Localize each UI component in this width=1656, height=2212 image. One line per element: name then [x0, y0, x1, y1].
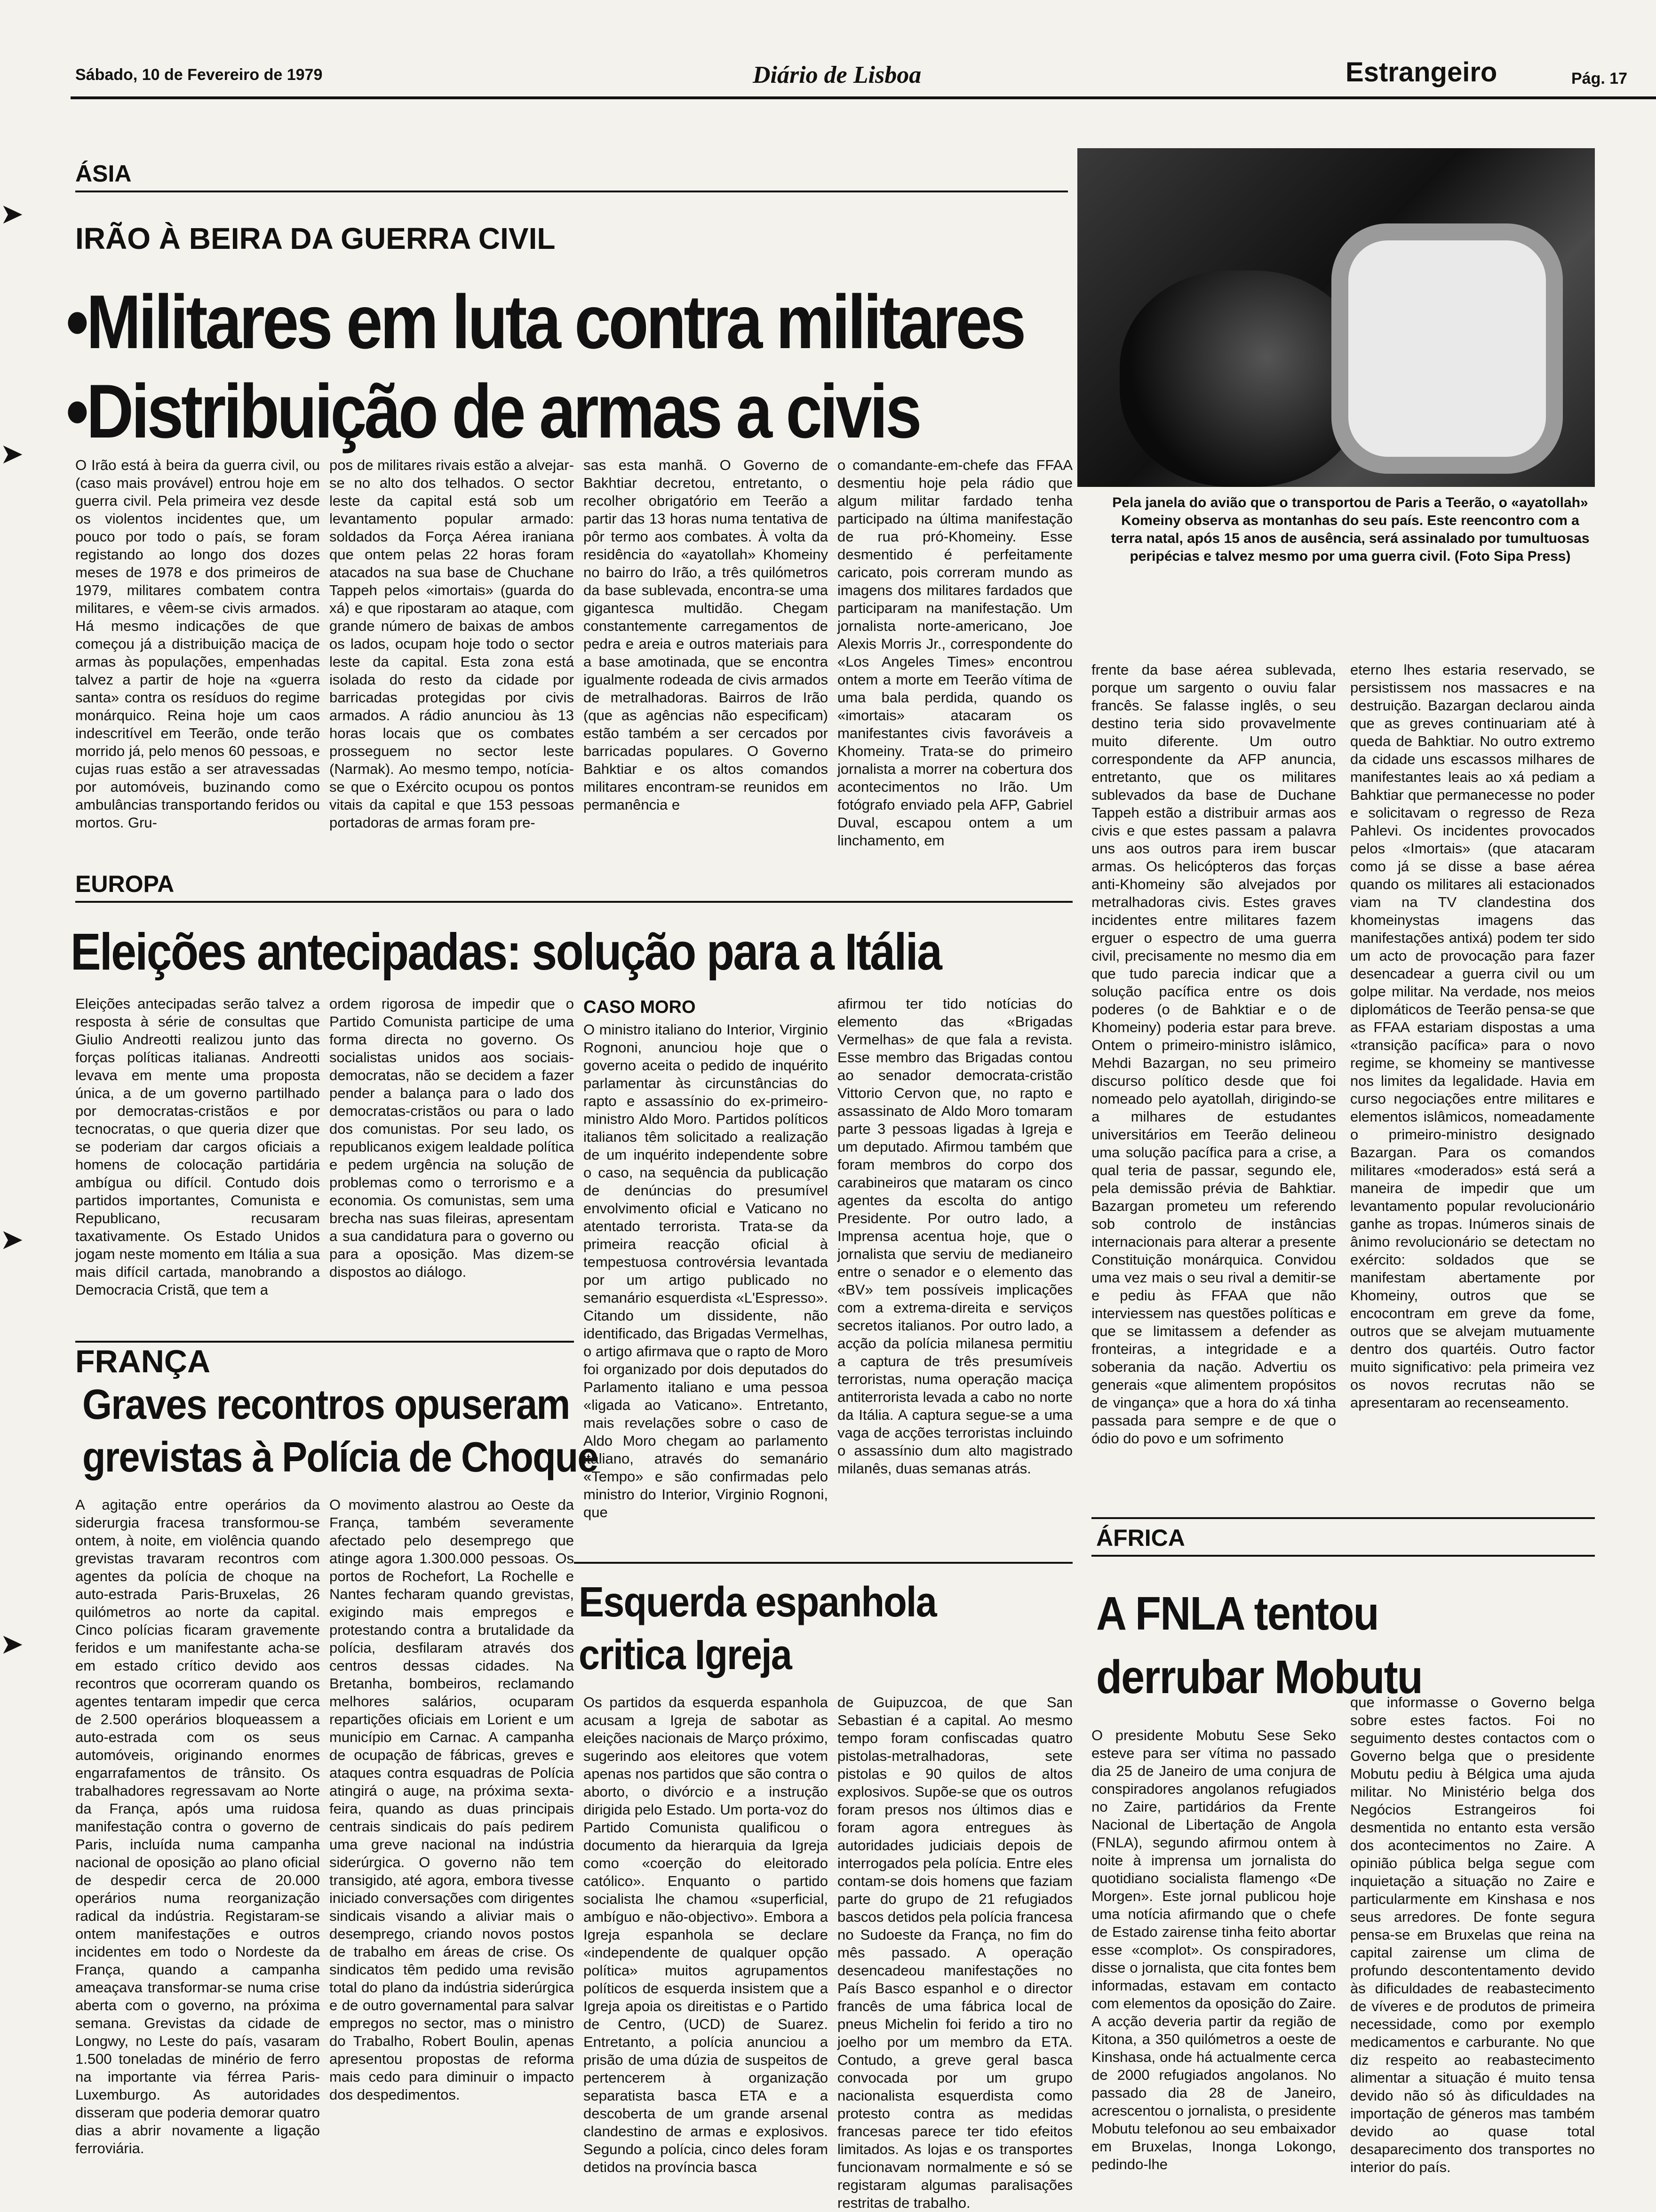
- arrow-marker-icon: ➤: [0, 198, 24, 230]
- africa-column-1: O presidente Mobutu Sese Seko esteve para ser vítima no passado dia 25 de Janeiro de uma conjura de conspiradores angolanos refugiados no Zaire, partidários da Frente Nacional de Libertação de Angola (FNLA), segundo afirmou ontem à noite à imprensa um jornalista do quotidiano socialista flamengo «De Morgen». Este jornal publicou hoje uma notícia afirmando que o chefe de Estado zairense tinha feito abortar esse «complot». Os conspiradores, disse o jornalista, que cita fontes bem informadas, estavam em contacto com elementos da oposição do Zaire. A acção deveria partir da região de Kitona, a 350 quilómetros a oeste de Kinshasa, onde há actualmente cerca de 2000 refugiados angolanos. No passado dia 28 de Janeiro, acrescentou o jornalista, o presidente Mobutu telefonou ao seu embaixador em Bruxelas, Inonga Lokongo, pedindo-lhe: [1091, 1727, 1336, 2172]
- asia-headline-1: •Militares em luta contra militares: [66, 279, 1024, 365]
- section-name: Estrangeiro: [1346, 57, 1497, 88]
- europa-rule: [75, 901, 1073, 903]
- espanha-column-2: de Guipuzcoa, de que San Sebastian é a capital. Ao mesmo tempo foram confiscadas quatro pistolas-metralhadoras, sete pistolas e 90 quilos de altos explosivos. Supõe-se que os outros foram presos nos últimos dias e foram agora entregues às autoridades judiciais depois de interrogados pela polícia. Entre eles contam-se dois homens que faziam parte do grupo de 21 refugiados bascos detidos pela polícia francesa no Sudoeste da França, no fim do mês passado. A operação desencadeou manifestações no País Basco espanhol e o director francês de uma fábrica local de pneus Michelin foi ferido a tiro no joelho por um membro da ETA. Contudo, a greve geral basca convocada por um grupo nacionalista esquerdista como protesto contra as medidas francesas parece ter tido efeitos limitados. As lojas e os transportes funcionavam normalmente e só se registaram algumas paralisações restritas de trabalho.: [837, 1694, 1073, 2211]
- asia-column-4: o comandante-em-chefe das FFAA desmentiu hoje pela rádio que algum militar fardado tenha participado na última manifestação de rua pró-Khomeiny. Esse desmentido é perfeitamente caricato, pois correram mundo as imagens dos militares fardados que participaram na manifestação. Um jornalista norte-americano, Joe Alexis Morris Jr., correspondente do «Los Angeles Times» encontrou ontem a morte em Teerão vítima de uma bala perdida, quando os «imortais» atacaram os manifestantes civis favoráveis a Khomeiny. Trata-se do primeiro jornalista a morrer na cobertura dos acontecimentos no Irão. Um fotógrafo enviado pela AFP, Gabriel Duval, escapou ontem a um linchamento, em: [837, 457, 1073, 849]
- arrow-marker-icon: ➤: [0, 1628, 24, 1660]
- moro-column-2: afirmou ter tido notícias do elemento das «Brigadas Vermelhas» de que fala a revista. Esse membro das Brigadas contou ao senador democrata-cristão Vittorio Cervon que, no rapto e assassinato de Aldo Moro tomaram parte 3 pessoas ligadas à Igreja e um deputado. Afirmou também que foram membros do corpo dos carabineiros que mataram os cinco agentes da escolta do antigo Presidente. Por outro lado, a Imprensa acentua hoje, que o jornalista que serviu de medianeiro entre o senador e o elemento das «BV» tem possíveis implicações com a extrema-direita e serviços secretos italianos. Por outro lado, a acção da polícia milanesa permitiu a captura de três presumíveis terroristas, numa operação maciça antiterrorista levada a cabo no norte da Itália. A captura segue-se a uma vaga de acções terroristas incluindo o assassínio dum alto magistrado milanês, duas semanas atrás.: [837, 995, 1073, 1477]
- asia-kicker: IRÃO À BEIRA DA GUERRA CIVIL: [75, 222, 556, 255]
- asia-headline-2: •Distribuição de armas a civis: [66, 369, 920, 454]
- africa-headline-1: A FNLA tentou: [1096, 1587, 1378, 1640]
- africa-column-2: que informasse o Governo belga sobre estes factos. Foi no seguimento destes contactos com o Governo belga que o presidente Mobutu pediu à Bélgica uma ajuda militar. No Ministério belga dos Negócios Estrangeiros foi desmentida no entanto esta versão dos acontecimentos no Zaire. A opinião pública belga segue com inquietação a situação no Zaire e particularmente em Kinshasa e nos seus arredores. De fonte segura pensa-se em Bruxelas que reina na capital zairense um clima de profundo descontentamento devido às dificuldades de reabastecimento de víveres e de produtos de primeira necessidade, como por exemplo medicamentos e carburante. No que diz respeito ao reabastecimento alimentar a situação é muito tensa devido não só às dificuldades na importação de géneros mas também devido ao quase total desaparecimento dos transportes no interior do país.: [1350, 1694, 1595, 2175]
- franca-headline-1: Graves recontros opuseram: [82, 1381, 570, 1428]
- africa-top-rule: [1091, 1517, 1595, 1519]
- asia-rule: [75, 191, 1068, 192]
- page-number: Pág. 17: [1571, 70, 1628, 88]
- franca-column-1: A agitação entre operários da siderurgia fracesa transformou-se ontem, à noite, em violência quando grevistas travaram recontros com agentes da polícia de choque na auto-estrada Paris-Bruxelas, 26 quilómetros ao norte da capital. Cinco polícias ficaram gravemente feridos e um manifestante acha-se em estado crítico devido aos recontros que ocorreram quando os agentes tentaram impedir que cerca de 2.500 operários bloqueassem a auto-estrada com os seus automóveis, originando enormes engarrafamentos de trânsito. Os trabalhadores regressavam ao Norte da França, após uma ruidosa manifestação contra o governo de Paris, incluída numa campanha nacional de oposição ao plano oficial de despedir cerca de 20.000 operários numa reorganização radical da indústria. Registaram-se ontem manifestações e outros incidentes em todo o Nordeste da França, quando a campanha ameaçava transformar-se numa crise aberta com o governo, na próxima semana. Grevistas da cidade de Longwy, no Leste do país, vasaram 1.500 toneladas de minério de ferro na importante via férrea Paris-Luxemburgo. As autoridades disseram que poderia demorar quatro dias a abrir novamente a ligação ferroviária.: [75, 1496, 320, 2156]
- passenger-silhouette: [1120, 271, 1364, 487]
- franca-column-2: O movimento alastrou ao Oeste da França, também severamente afectado pelo desemprego que atinge agora 1.300.000 pessoas. Os portos de Rochefort, La Rochelle e Nantes fecharam quando grevistas, exigindo mais empregos e protestando contra a brutalidade da polícia, desfilaram através dos centros dessas cidades. Na Bretanha, bombeiros, reclamando melhores salários, ocuparam repartições oficiais em Lorient e um município em Carnac. A campanha de ocupação de fábricas, greves e ataques contra esquadras de Polícia atingirá o auge, na próxima sexta-feira, quando as duas principais centrais sindicais do país pedirem uma greve nacional na indústria siderúrgica. O governo não tem transigido, até agora, embora tivesse iniciado conversações com dirigentes sindicais visando a aliviar mais o desemprego, criando novos postos de trabalho em áreas de crise. Os sindicatos têm pedido uma revisão total do plano da indústria siderúrgica e de outro governamental para salvar empregos no sector, mas o ministro do Trabalho, Robert Boulin, apenas apresentou propostas de reforma mais cedo para diminuir o impacto dos despedimentos.: [329, 1496, 574, 2103]
- europa-headline: Eleições antecipadas: solução para a Itália: [71, 923, 941, 981]
- asia-column-1: O Irão está à beira da guerra civil, ou (caso mais provável) entrou hoje em guerra civil. Pela primeira vez desde os violentos incidentes que, um pouco por todo o país, se foram registando ao longo dos dozes meses de 1978 e dos primeiros de 1979, militares combatem contra militares, e vêem-se civis armados. Há mesmo indicações de que começou já a distribuição maciça de armas às populações, empenhadas talvez a partir de hoje na «guerra santa» contra os resíduos do regime monárquico. Reina hoje um caos indescritível em Teerão, onde terão morrido já, pelo menos 60 pessoas, e cujas ruas estão a ser atravessadas por automóveis, buzinando como ambulâncias transportando feridos ou mortos. Gru-: [75, 457, 320, 831]
- arrow-marker-icon: ➤: [0, 438, 24, 469]
- moro-column-1: O ministro italiano do Interior, Virginio Rognoni, anunciou hoje que o governo aceita o pedido de inquérito parlamentar às circunstâncias do rapto e assassínio do ex-primeiro-ministro Aldo Moro. Partidos políticos italianos têm solicitado a realização de um inquérito independente sobre o caso, na sequência da publicação de denúncias do presumível envolvimento oficial e Vaticano no atentado terrorista. Trata-se da primeira reacção oficial à tempestuosa controvérsia levantada por um artigo publicado no semanário esquerdista «L'Espresso». Citando um dissidente, não identificado, das Brigadas Vermelhas, o artigo afirmava que o rapto de Moro foi organizado por dois deputados do Parlamento italiano e uma pessoa «ligada ao Vaticano». Entretanto, mais revelações sobre o caso de Aldo Moro chegam ao parlamento italiano, através do semanário «Tempo» e são confirmadas pelo ministro do Interior, Virginio Rognoni, que: [583, 1021, 828, 1520]
- section-asia: ÁSIA: [75, 160, 132, 187]
- asia-right-column-1: frente da base aérea sublevada, porque um sargento o ouviu falar francês. Se falasse inglês, o seu destino teria sido provavelmente muito diferente. Um outro correspondente da AFP anuncia, entretanto, que os militares sublevados da base de Duchane Tappeh estão a distribuir armas aos civis e que estes passam a palavra uns aos outros para irem buscar armas. Os helicópteros das forças anti-Khomeiny são alvejados por metralhadoras civis. Estes graves incidentes entre militares fazem erguer o espectro de uma guerra civil, precisamente no mesmo dia em que tudo parecia indicar que a solução pacífica entre os dois poderes (o de Bahktiar e o de Khomeiny) poderia estar para breve. Ontem o primeiro-ministro islâmico, Mehdi Bazargan, no seu primeiro discurso político desde que foi nomeado pelo ayatollah, dirigindo-se a milhares de estudantes universitários em Teerão delineou uma solução pacífica para a crise, a qual teria de passar, segundo ele, pela demissão prévia de Bahktiar. Bazargan prometeu um referendo sob controlo de instâncias internacionais para alterar a presente Constituição monárquica. Convidou uma vez mais o seu rival a demitir-se e pediu às FFAA que não interviessem nas questões políticas e que se limitassem a defender as fronteiras, a integridade e a soberania da nação. Advertiu os generais «que alimentem propósitos de vingança» que a hora do xá tinha passada para sempre e de que o ódio do povo e um sofrimento: [1091, 661, 1336, 1447]
- caso-moro-title: CASO MORO: [583, 997, 696, 1017]
- newspaper-name: Diário de Lisboa: [753, 62, 922, 88]
- section-europa: EUROPA: [75, 871, 175, 897]
- africa-headline-2: derrubar Mobutu: [1096, 1651, 1422, 1703]
- africa-rule: [1091, 1555, 1595, 1557]
- airplane-window: [1331, 223, 1563, 474]
- asia-column-2: pos de militares rivais estão a alvejar-se no alto dos telhados. O sector leste da capital está sob um levantamento popular armado: soldados da Força Aérea iraniana que ontem pelas 22 horas foram atacados na sua base de Chuchane Tappeh pelos «imortais» (guarda do xá) e que ripostaram ao ataque, com grande número de baixas de ambos os lados, ocupam hoje todo o sector leste da capital. Esta zona está isolada do resto da cidade por barricadas protegidas por civis armados. A rádio anunciou às 13 horas locais que os combates prosseguem no sector leste (Narmak). Ao mesmo tempo, notícia-se que o Exército ocupou os pontos vitais da capital e que 153 pessoas portadoras de armas foram pre-: [329, 457, 574, 831]
- espanha-headline-1: Esquerda espanhola: [579, 1579, 936, 1626]
- asia-right-column-2: eterno lhes estaria reservado, se persistissem nos massacres e na destruição. Bazargan declarou ainda que as greves continuariam até à queda de Bahktiar. No outro extremo da cidade uns escassos milhares de manifestantes leais ao xá pediam a Bahktiar que permanecesse no poder e solicitavam o regresso de Reza Pahlevi. Os incidentes provocados pelos «Imortais» (que atacaram como já se disse a base aérea quando os militares ali estacionados viam na TV clandestina dos khomeinystas imagens das manifestações antixá) podem ter sido um acto de provocação para fazer desencadear a guerra civil ou um golpe militar. Na verdade, nos meios diplomáticos de Teerão pensa-se que as FFAA estariam dispostas a uma «transição pacífica» para o novo regime, se khomeiny se mantivesse nos limites da legalidade. Havia em curso negociações entre militares e elementos islâmicos, nomeadamente o primeiro-ministro designado Bazargan. Para os comandos militares «moderados» está será a maneira de impedir que um levantamento popular revolucionário ganhe as tropas. Inúmeros sinais de ânimo revolucionário se detectam no exército: soldados que se manifestam abertamente por Khomeiny, outros que se encocontram em greve da fome, outros que se alvejam mutuamente dentro dos quartéis. Outro factor muito significativo: pela primeira vez os novos recrutas não se apresentaram ao recenseamento.: [1350, 661, 1595, 1411]
- asia-column-3: sas esta manhã. O Governo de Bakhtiar decretou, entretanto, o recolher obrigatório em Teerão a partir das 13 horas numa tentativa de pôr termo aos combates. À volta da residência do «ayatollah» Khomeiny no bairro do Irão, a três quilómetros da base sublevada, encontra-se uma gigantesca multidão. Chegam constantemente carregamentos de pedra e areia e outros materiais para a base amotinada, que se encontra igualmente rodeada de civis armados de metralhadoras. Bairros de Irão (que as agências não especificam) estão também a ser cercados por barricadas populares. O Governo Bahktiar e os altos comandos militares encontram-se reunidos em permanência e: [583, 457, 828, 813]
- section-franca: FRANÇA: [75, 1344, 211, 1379]
- europa-column-2: ordem rigorosa de impedir que o Partido Comunista participe de uma forma directa no governo. Os socialistas unidos aos sociais-democratas, não se decidem a fazer pender a balança para o lado dos democratas-cristãos ou para o lado dos comunistas. Por seu lado, os republicanos exigem lealdade política e pedem urgência na solução de problemas como o terrorismo e a economia. Os comunistas, sem uma brecha nas suas fileiras, apresentam a sua candidatura para o governo ou para a oposição. Mas dizem-se dispostos ao diálogo.: [329, 995, 574, 1280]
- header-rule: [71, 96, 1656, 99]
- franca-rule: [75, 1341, 574, 1343]
- issue-date: Sábado, 10 de Fevereiro de 1979: [75, 66, 323, 84]
- section-africa: ÁFRICA: [1096, 1525, 1185, 1551]
- europa-column-1: Eleições antecipadas serão talvez a resposta à série de consultas que Giulio Andreotti realizou junto das forças políticas italianas. Andreotti levava em mente uma proposta única, a de um governo partilhado por democratas-cristãos e por tecnocratas, o que queria dizer que se poderiam dar cargos oficiais a homens de colocação partidária ambígua ou difícil. Contudo dois partidos importantes, Comunista e Republicano, recusaram taxativamente. Os Estado Unidos jogam neste momento em Itália a sua mais difícil cartada, manobrando a Democracia Cristã, que tem a: [75, 995, 320, 1298]
- arrow-marker-icon: ➤: [0, 1224, 24, 1255]
- espanha-rule: [574, 1562, 1073, 1564]
- espanha-column-1: Os partidos da esquerda espanhola acusam a Igreja de sabotar as eleições nacionais de Março próximo, sugerindo aos eleitores que votem apenas nos partidos que são contra o aborto, o divórcio e a instrução dirigida pelo Estado. Um porta-voz do Partido Comunista qualificou o documento da hierarquia da Igreja como «coerção do eleitorado católico». Enquanto o partido socialista lhe chamou «superficial, ambíguo e não-objectivo». Embora a Igreja espanhola se declare «independente de qualquer opção política» muitos agrupamentos políticos de esquerda insistem que a Igreja apoia os direitistas e o Partido de Centro, (UCD) de Suarez. Entretanto, a polícia anunciou a prisão de uma dúzia de suspeitos de pertencerem à organização separatista basca ETA e a descoberta de um grande arsenal clandestino de armas e explosivos. Segundo a polícia, cinco deles foram detidos na província basca: [583, 1694, 828, 2175]
- espanha-headline-2: critica Igreja: [579, 1631, 792, 1679]
- franca-headline-2: grevistas à Polícia de Choque: [82, 1434, 598, 1481]
- airplane-window-photo: [1077, 148, 1595, 487]
- photo-caption: Pela janela do avião que o transportou de Paris a Teerão, o «ayatollah» Komeiny observa as montanhas do seu país. Este reencontro com a terra natal, após 15 anos de ausência, será assinalado por tumultuosas peripécias e talvez mesmo por uma guerra civil. (Foto Sipa Press): [1111, 495, 1590, 564]
